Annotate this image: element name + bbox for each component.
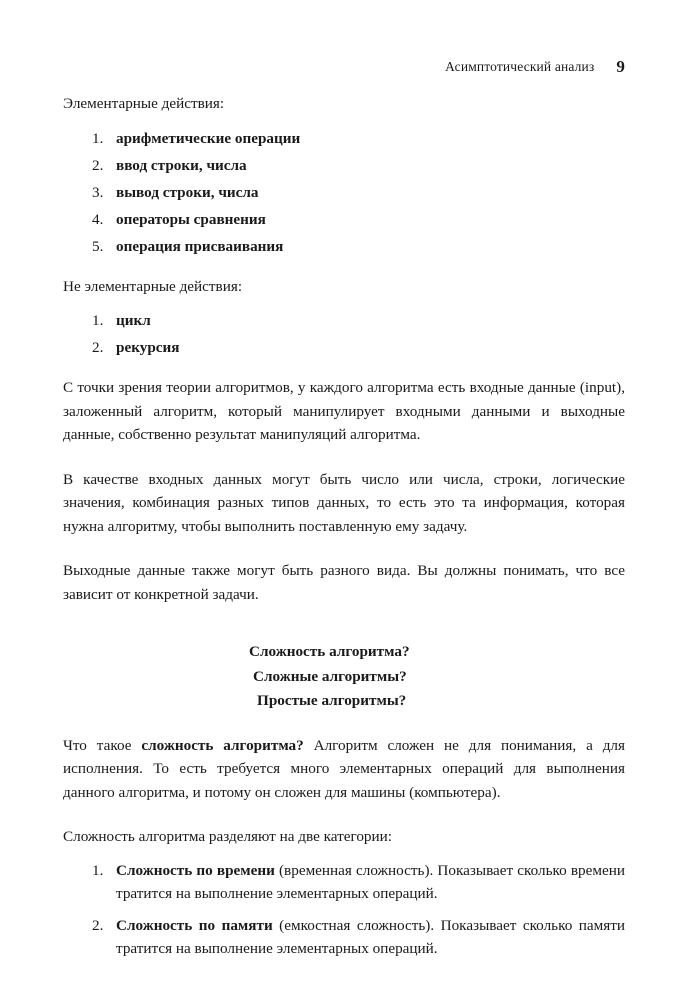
list-item-description: (временная сложность). Показывает сколько времени тратится на выполнение элементарных операций. xyxy=(116,861,625,902)
lead-complexity-categories: Сложность алгоритма разделяют на две категории: xyxy=(63,828,392,845)
question-block xyxy=(63,640,625,714)
list-item-label: цикл xyxy=(116,312,151,329)
list-item xyxy=(63,207,625,232)
list-item-label: вывод строки, числа xyxy=(116,183,259,201)
list-item xyxy=(63,126,625,151)
list-nonelementary-actions xyxy=(63,308,625,360)
spacer xyxy=(63,261,625,275)
list-item-number: 2. xyxy=(92,916,104,934)
question-line: Сложные алгоритмы? xyxy=(253,667,407,685)
list-item xyxy=(63,153,625,178)
spacer xyxy=(63,714,625,734)
list-item-label: ввод строки, числа xyxy=(116,156,247,174)
list-item-label: арифметические операции xyxy=(116,129,301,147)
inline-bold-complexity-term: сложность алгоритма? xyxy=(141,736,304,754)
paragraph-algorithm-theory: С точки зрения теории алгоритмов, у каждого алгоритма есть входные данные (input), заложенный алгоритм, который манипулирует входными данными и выходные данные, собственно результат манипуляций алгоритма. xyxy=(63,379,625,443)
list-item xyxy=(63,914,625,961)
list-item-number: 1. xyxy=(92,861,104,879)
list-item-label: операторы сравнения xyxy=(116,210,266,228)
list-item-number: 1. xyxy=(92,129,104,147)
list-item-label: операция присваивания xyxy=(116,237,284,255)
spacer xyxy=(63,552,625,559)
list-item xyxy=(63,234,625,259)
spacer xyxy=(63,362,625,376)
list-item-number: 2. xyxy=(92,339,104,356)
paragraph-complexity-definition xyxy=(63,734,625,805)
list-item-number: 4. xyxy=(92,210,104,228)
list-item-number: 1. xyxy=(92,312,104,329)
list-item xyxy=(63,308,625,333)
list-item-description: (емкостная сложность). Показывает сколько памяти тратится на выполнение элементарных операций. xyxy=(116,916,625,957)
paragraph-input-data: В качестве входных данных могут быть число или числа, строки, логические значения, комбинация разных типов данных, то есть это та информация, которая нужна алгоритму, чтобы выполнить поставленную ему задачу. xyxy=(63,470,625,535)
list-elementary-actions xyxy=(63,126,625,259)
list-item xyxy=(63,859,625,906)
list-item-bold-label: Сложность по памяти xyxy=(116,916,273,934)
list-complexity-categories xyxy=(63,859,625,961)
list-item-number: 5. xyxy=(92,237,104,255)
paragraph-output-data: Выходные данные также могут быть разного вида. Вы должны понимать, что все зависит от конкретной задачи. xyxy=(63,562,625,603)
page-number: 9 xyxy=(616,57,625,76)
list-item xyxy=(63,180,625,205)
list-item xyxy=(63,335,625,360)
page-content xyxy=(63,92,625,969)
paragraph-text-before-bold: Что такое xyxy=(63,736,142,754)
question-line: Простые алгоритмы? xyxy=(257,692,407,709)
list-item-label: рекурсия xyxy=(116,339,180,356)
spacer xyxy=(63,461,625,468)
running-header xyxy=(63,58,625,76)
question-line: Сложность алгоритма? xyxy=(249,643,410,660)
list-item-bold-label: Сложность по времени xyxy=(116,861,275,879)
list-item-number: 3. xyxy=(92,183,104,201)
spacer xyxy=(63,818,625,825)
lead-elementary-actions: Элементарные действия: xyxy=(63,95,225,112)
list-item-number: 2. xyxy=(92,156,104,174)
running-header-title: Асимптотический анализ xyxy=(445,59,595,74)
spacer xyxy=(63,620,625,640)
lead-nonelementary-actions: Не элементарные действия: xyxy=(63,277,243,295)
paragraph-text-after-bold: Алгоритм сложен не для понимания, а для исполнения. То есть требуется много элементарных операций для выполнения данного алгоритма, и потому он сложен для машины (компьютера). xyxy=(63,736,625,801)
